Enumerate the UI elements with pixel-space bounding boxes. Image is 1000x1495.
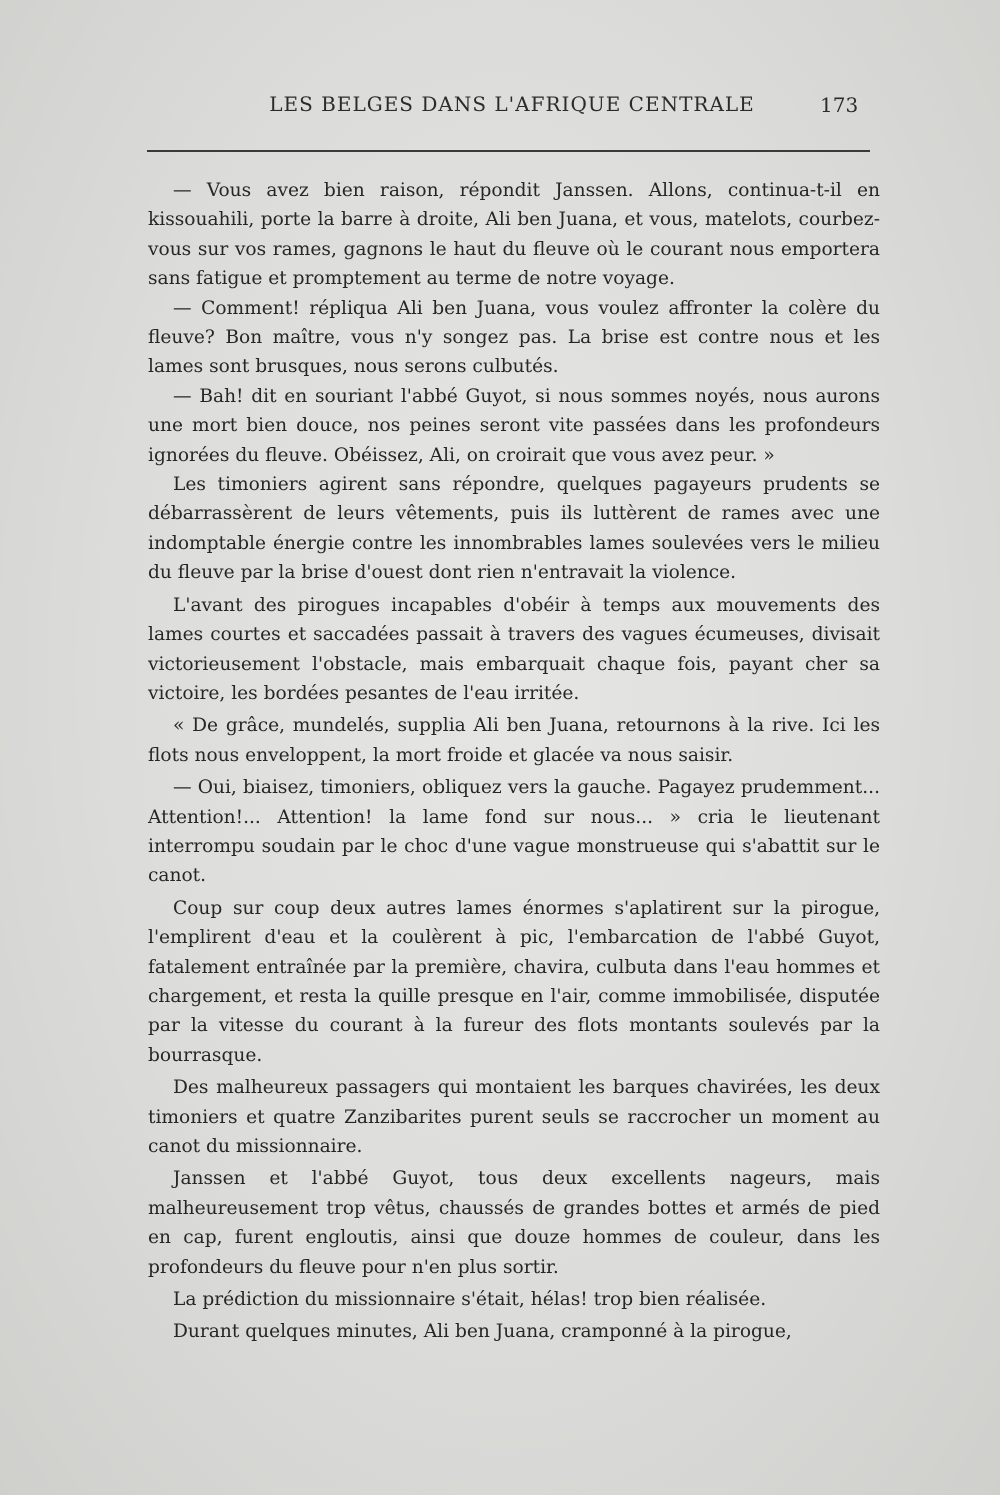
paragraph: — Vous avez bien raison, répondit Janssen. Allons, continua-t-il en kissouahili, porte la barre à droite, Ali ben Juana, et vous, matelots, courbez-vous sur vos rames, gagnons le haut du fleuve où le courant nous emportera sans fatigue et promptement au terme de notre voyage. — [148, 180, 880, 290]
paragraph: Des malheureux passagers qui montaient les barques chavirées, les deux timoniers et quatre Zanzibarites purent seuls se raccrocher un moment au canot du missionnaire. — [148, 1077, 880, 1157]
body-text — [148, 176, 880, 1347]
paragraph: Coup sur coup deux autres lames énormes s'aplatirent sur la pirogue, l'emplirent d'eau et la coulèrent à pic, l'embarcation de l'abbé Guyot, fatalement entraînée par la première, chavira, culbuta dans l'eau hommes et chargement, et resta la quille presque en l'air, comme immobilisée, disputée par la vitesse du courant à la fureur des flots montants soulevés par la bourrasque. — [148, 897, 880, 1066]
paragraph: Les timoniers agirent sans répondre, quelques pagayeurs prudents se débarrassèrent de leurs vêtements, puis ils luttèrent de rames avec une indomptable énergie contre les innombrables lames soulevées vers le milieu du fleuve par la brise d'ouest dont rien n'entravait la violence. — [148, 474, 880, 584]
paragraph: L'avant des pirogues incapables d'obéir à temps aux mouvements des lames courtes et saccadées passait à travers des vagues écumeuses, divisait victorieusement l'obstacle, mais embarquait chaque fois, payant cher sa victoire, les bordées pesantes de l'eau irritée. — [148, 594, 880, 704]
header-rule — [147, 150, 870, 152]
paragraph: Durant quelques minutes, Ali ben Juana, cramponné à la pirogue, — [173, 1321, 792, 1343]
paragraph: La prédiction du missionnaire s'était, hélas! trop bien réalisée. — [173, 1289, 767, 1311]
paragraph: — Bah! dit en souriant l'abbé Guyot, si nous sommes noyés, nous aurons une mort bien douce, nos peines seront vite passées dans les profondeurs ignorées du fleuve. Obéissez, Ali, on croirait que vous avez peur. » — [148, 385, 880, 466]
running-header-title: LES BELGES DANS L'AFRIQUE CENTRALE — [269, 92, 755, 116]
paragraph: Janssen et l'abbé Guyot, tous deux excellents nageurs, mais malheureusement trop vêtus, chaussés de grandes bottes et armés de pied en cap, furent engloutis, ainsi que douze hommes de couleur, dans les profondeurs du fleuve pour n'en plus sortir. — [148, 1168, 880, 1278]
paragraph: — Oui, biaisez, timoniers, obliquez vers la gauche. Pagayez prudemment... Attention!... Attention! la lame fond sur nous... » cria le lieutenant interrompu soudain par le choc d'une vague monstrueuse qui s'abattit sur le canot. — [148, 777, 880, 887]
paragraph: « De grâce, mundelés, supplia Ali ben Juana, retournons à la rive. Ici les flots nous enveloppent, la mort froide et glacée va nous saisir. — [148, 715, 880, 766]
paragraph: — Comment! répliqua Ali ben Juana, vous voulez affronter la colère du fleuve? Bon maître, vous n'y songez pas. La brise est contre nous et les lames sont brusques, nous serons culbutés. — [148, 297, 880, 378]
page-number: 173 — [820, 93, 859, 117]
